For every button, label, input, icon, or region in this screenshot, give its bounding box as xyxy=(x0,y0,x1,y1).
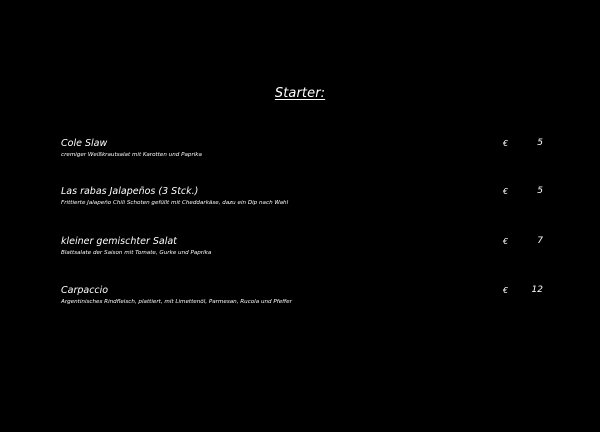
menu-item-price: 7 xyxy=(537,236,543,246)
menu-item-description: Blattsalate der Saison mit Tomate, Gurke und Paprika xyxy=(61,250,212,256)
menu-item-currency: € xyxy=(503,187,509,196)
menu-item-name: Carpaccio xyxy=(61,285,109,296)
menu-item-currency: € xyxy=(503,139,509,148)
menu-item-description: Frittierte Jalapeño Chili Schoten gefüllt mit Cheddarkäse, dazu ein Dip nach Wahl xyxy=(61,200,289,206)
menu-item xyxy=(61,236,561,257)
menu-item-price: 5 xyxy=(537,186,543,196)
menu-item xyxy=(61,186,561,207)
menu-item-name: Las rabas Jalapeños (3 Stck.) xyxy=(61,186,199,197)
menu-item-description: Argentinisches Rindfleisch, plattiert, mit Limettenöl, Parmesan, Rucola und Pfeffer xyxy=(61,299,292,305)
menu-item-name: Cole Slaw xyxy=(61,138,108,149)
menu-item xyxy=(61,138,561,159)
menu-item-description: cremiger Weißkrautsalat mit Karotten und Paprika xyxy=(61,152,202,158)
section-heading: Starter: xyxy=(274,86,326,101)
menu-item-price: 12 xyxy=(531,285,543,295)
menu-item-price: 5 xyxy=(537,138,543,148)
menu-item-currency: € xyxy=(503,237,509,246)
menu-item-currency: € xyxy=(503,286,509,295)
menu-item-name: kleiner gemischter Salat xyxy=(61,236,177,247)
menu-item xyxy=(61,285,561,306)
